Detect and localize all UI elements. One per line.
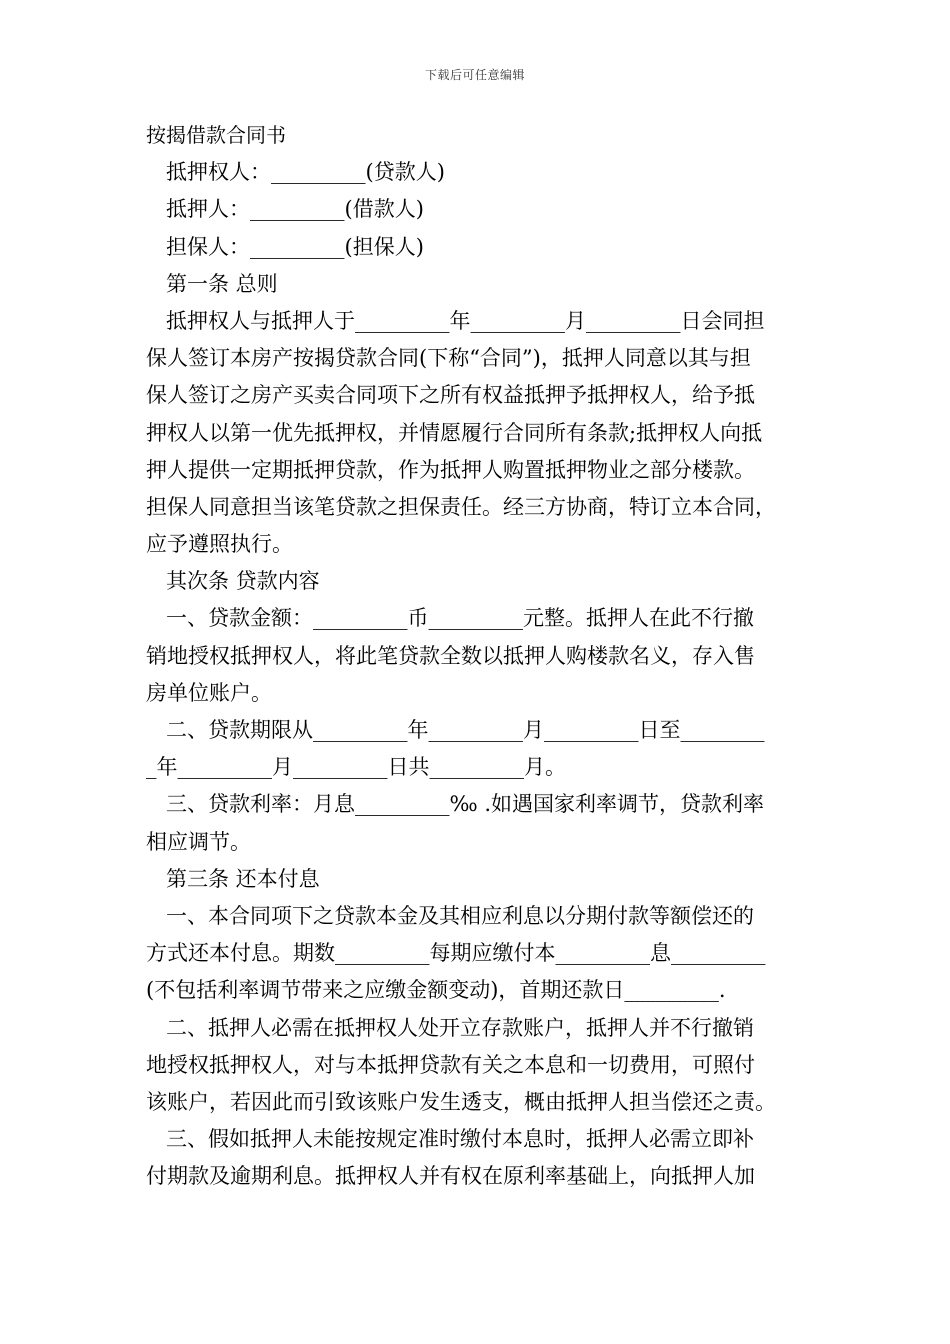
page-header-note: 下载后可任意编辑 [424, 68, 525, 82]
document-line: 担保人同意担当该笔贷款之担保责任。经三方协商，特订立本合同， [146, 494, 776, 519]
document-line: 抵押权人：_________(贷款人) [166, 160, 445, 185]
document-line: 第三条 还本付息 [166, 866, 320, 891]
document-line: 其次条 贷款内容 [166, 569, 320, 594]
document-line: 担保人：_________(担保人) [166, 234, 424, 259]
document-line: 押权人以第一优先抵押权，并情愿履行合同所有条款;抵押权人向抵 [146, 420, 763, 445]
document-line: 二、抵押人必需在抵押权人处开立存款账户，抵押人并不行撤销 [166, 1015, 754, 1040]
document-line: (不包括利率调节带来之应缴金额变动)，首期还款日_________. [146, 978, 726, 1003]
document-line: 二、贷款期限从_________年_________月_________日至________ [166, 718, 765, 742]
document-line: 三、假如抵押人未能按规定准时缴付本息时，抵押人必需立即补 [166, 1127, 754, 1152]
document-line: 该账户，若因此而引致该账户发生透支，概由抵押人担当偿还之责。 [146, 1089, 776, 1114]
document-line: 第一条 总则 [166, 271, 278, 296]
document-line: 一、贷款金额：_________币_________元整。抵押人在此不行撤 [166, 606, 754, 631]
document-line: 一、本合同项下之贷款本金及其相应利息以分期付款等额偿还的 [166, 903, 754, 928]
document-line: 抵押人：_________(借款人) [166, 197, 424, 222]
document-line: 地授权抵押权人，对与本抵押贷款有关之本息和一切费用，可照付 [146, 1052, 755, 1077]
document-line: 方式还本付息。期数_________每期应缴付本_________息_________ [146, 941, 766, 966]
document-line: _年_________月_________日共_________月。 [146, 755, 566, 780]
document-line: 销地授权抵押权人，将此笔贷款全数以抵押人购楼款名义，存入售 [146, 643, 755, 668]
document-line: 抵押权人与抵押人于_________年_________月_________日会同担 [166, 308, 765, 333]
document-body [146, 117, 810, 1195]
document-lines [146, 154, 810, 1195]
document-line: 应予遵照执行。 [146, 532, 293, 557]
document-line: 房单位账户。 [146, 680, 272, 705]
document-line: 付期款及逾期利息。抵押权人并有权在原利率基础上，向抵押人加 [146, 1164, 755, 1189]
document-line: 相应调节。 [146, 829, 251, 854]
document-title: 按揭借款合同书 [146, 123, 286, 147]
document-line: 保人签订之房产买卖合同项下之所有权益抵押予抵押权人，给予抵 [146, 383, 755, 408]
document-line: 三、贷款利率：月息_________‰ .如遇国家利率调节，贷款利率 [166, 792, 765, 817]
document-line: 押人提供一定期抵押贷款，作为抵押人购置抵押物业之部分楼款。 [146, 457, 755, 482]
document-line: 保人签订本房产按揭贷款合同(下称“合同”)，抵押人同意以其与担 [146, 346, 751, 371]
